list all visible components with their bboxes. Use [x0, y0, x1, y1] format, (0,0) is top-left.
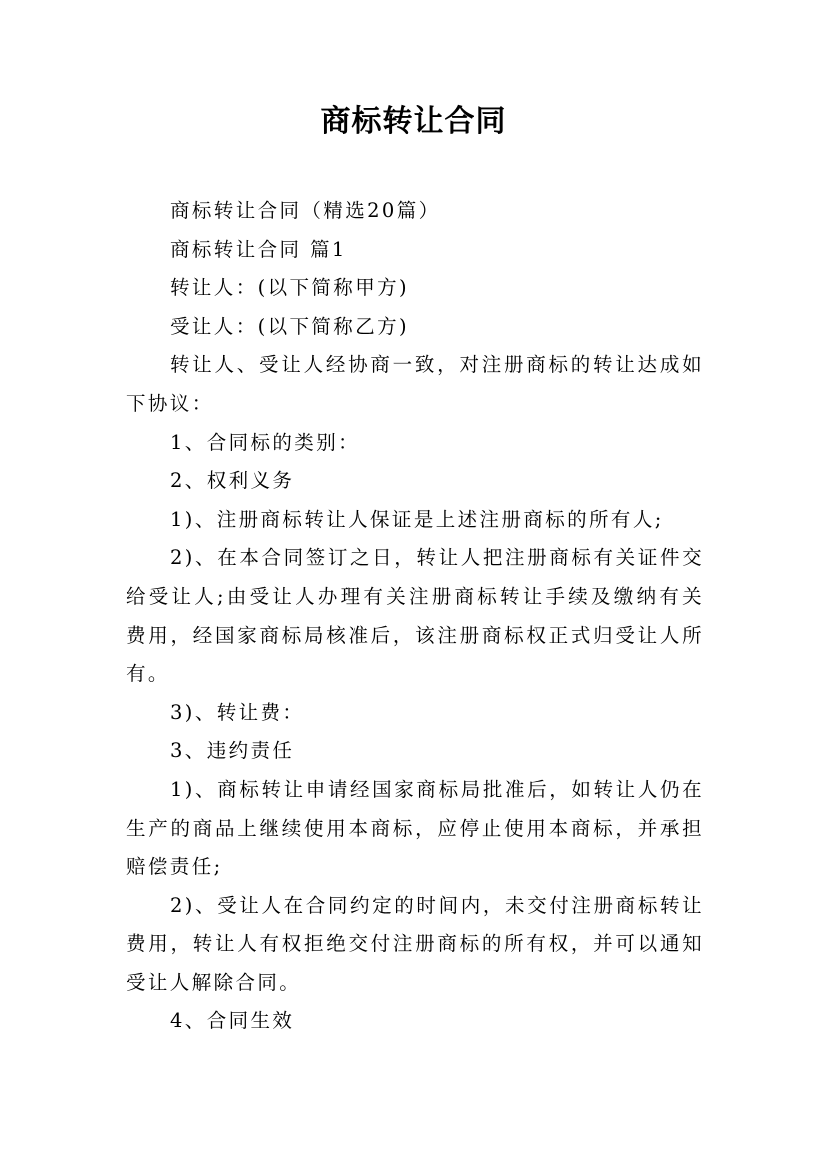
- paragraph: 2)、受让人在合同约定的时间内，未交付注册商标转让费用，转让人有权拒绝交付注册商标的所有权，并可以通知受让人解除合同。: [126, 893, 704, 994]
- paragraph: 3、违约责任: [170, 739, 295, 763]
- document-title: 商标转让合同: [320, 104, 507, 139]
- paragraph: 3)、转让费：: [170, 700, 305, 724]
- paragraph: 2)、在本合同签订之日，转让人把注册商标有关证件交给受让人;由受让人办理有关注册商标转让手续及缴纳有关费用，经国家商标局核准后，该注册商标权正式归受让人所有。: [126, 546, 704, 686]
- paragraph: 2、权利义务: [170, 469, 295, 493]
- paragraph: 商标转让合同 篇1: [170, 237, 347, 261]
- paragraph: 转让人：(以下简称甲方): [170, 276, 410, 300]
- paragraph: 转让人、受让人经协商一致，对注册商标的转让达成如下协议：: [126, 353, 704, 415]
- paragraph: 4、合同生效: [170, 1009, 295, 1033]
- paragraph: 1)、商标转让申请经国家商标局批准后，如转让人仍在生产的商品上继续使用本商标，应停止使用本商标，并承担赔偿责任;: [126, 777, 704, 879]
- paragraph: 1)、注册商标转让人保证是上述注册商标的所有人;: [170, 507, 664, 531]
- document-body: [126, 192, 704, 1041]
- paragraph: 1、合同标的类别：: [170, 430, 361, 454]
- paragraph: 受让人：(以下简称乙方): [170, 314, 410, 338]
- paragraph: 商标转让合同（精选20篇）: [170, 199, 441, 222]
